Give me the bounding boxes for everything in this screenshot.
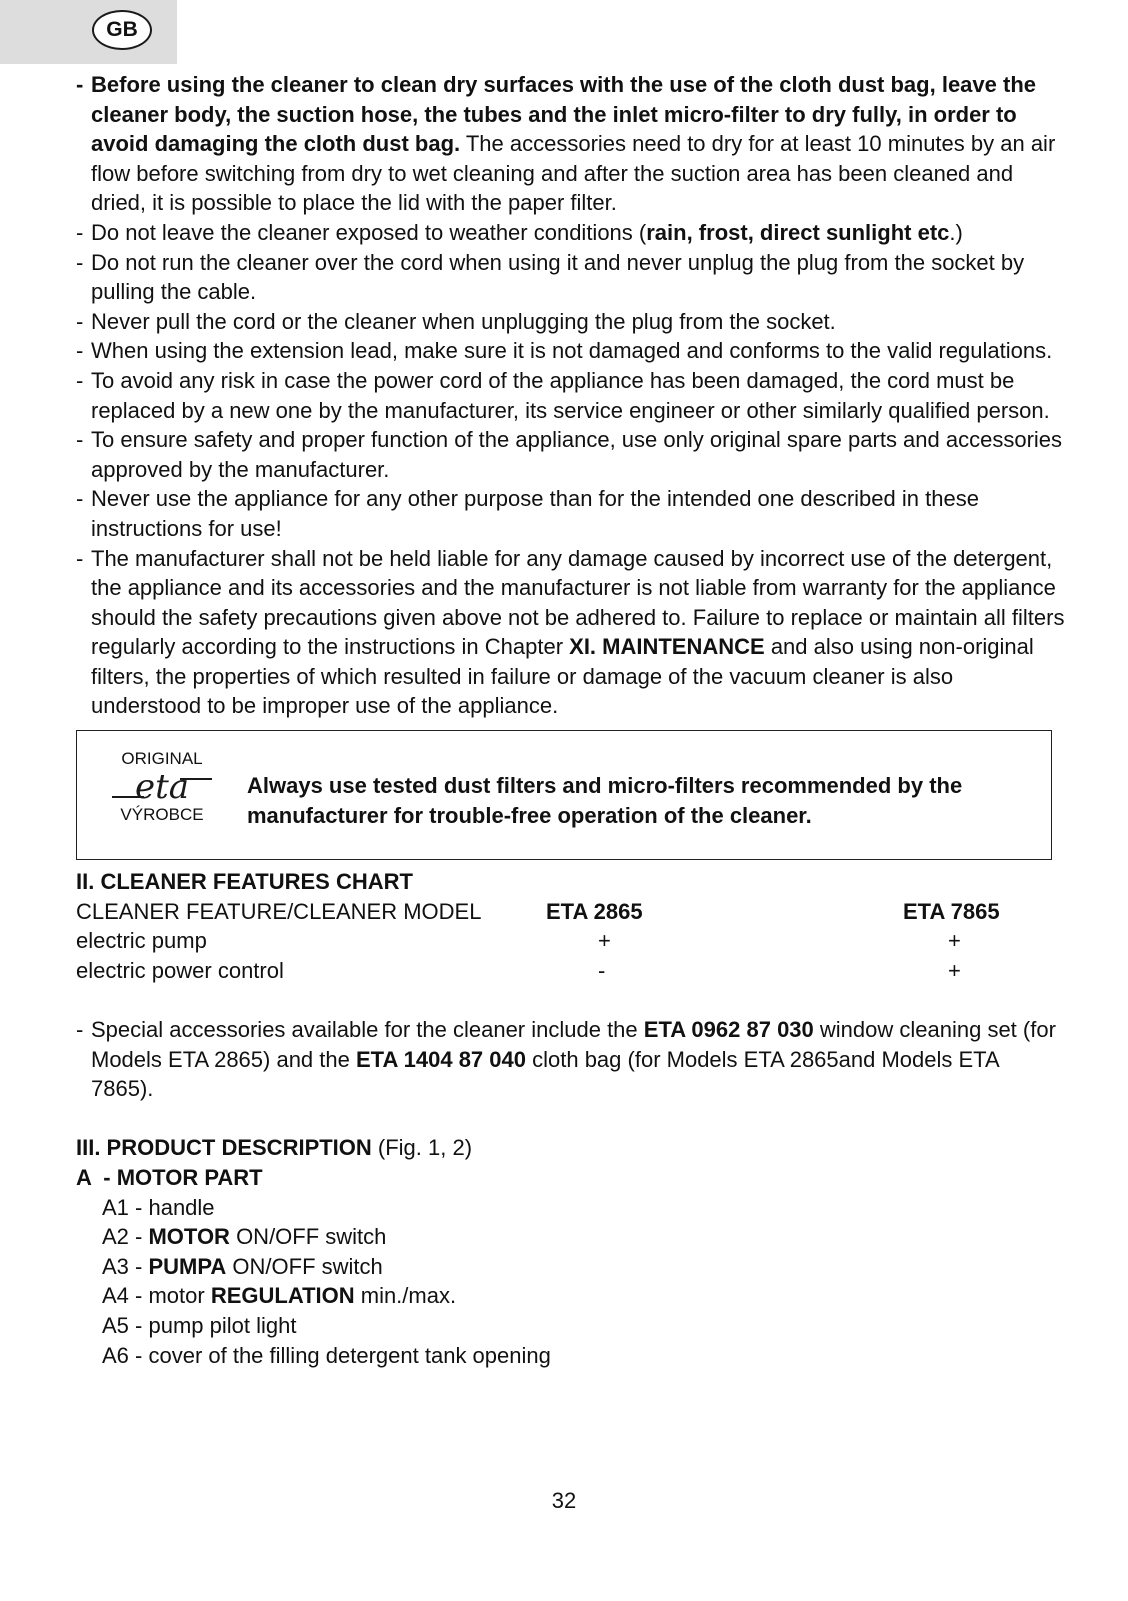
item-text: pump pilot light xyxy=(148,1312,297,1338)
list-item xyxy=(76,1341,1066,1371)
language-tab xyxy=(0,0,177,64)
original-filters-notice xyxy=(76,730,1052,860)
table-cell: - xyxy=(598,957,606,983)
warning-text: .) xyxy=(949,219,963,245)
warning-item: - Never use the appliance for any other purpose than for the intended one described in these instructions for use! xyxy=(76,484,1066,543)
item-bold: REGULATION xyxy=(210,1283,355,1309)
warning-item xyxy=(76,218,1066,248)
table-row xyxy=(76,956,1052,986)
item-text: min./max. xyxy=(354,1283,457,1309)
spacer xyxy=(76,985,1066,1015)
item-code: A1 - xyxy=(102,1194,149,1220)
features-chart-table xyxy=(76,897,1052,986)
list-item xyxy=(76,1311,1066,1341)
item-text: handle xyxy=(148,1194,215,1220)
section-title-rest: (Fig. 1, 2) xyxy=(371,1135,473,1161)
warning-text: and also using non-original filters, the properties of which resulted in failure or damage of the vacuum cleaner is also understood to be improper use of the appliance. xyxy=(91,634,1034,719)
logo-top-text: ORIGINAL xyxy=(121,749,203,769)
motor-part-list xyxy=(76,1193,1066,1371)
logo-word: eta xyxy=(134,771,190,806)
warning-bold: XI. MAINTENANCE xyxy=(569,634,765,660)
logo-bottom-text: VÝROBCE xyxy=(120,805,204,825)
item-text: ON/OFF switch xyxy=(229,1224,387,1250)
table-cell: electric pump xyxy=(76,928,207,954)
table-cell: + xyxy=(948,928,961,954)
warning-item: - Never pull the cord or the cleaner when unplugging the plug from the socket. xyxy=(76,307,1066,337)
product-description-title xyxy=(76,1133,1066,1163)
eta-original-logo xyxy=(107,749,217,825)
spacer xyxy=(76,1104,1066,1134)
warning-bold: rain, frost, direct sunlight etc xyxy=(646,219,950,245)
accessories-item xyxy=(76,1015,1066,1104)
warning-item xyxy=(76,544,1066,722)
eta-logo-icon xyxy=(110,771,214,805)
language-badge: GB xyxy=(92,10,152,50)
table-header-row xyxy=(76,897,1052,927)
safety-warnings-list xyxy=(76,70,1066,721)
table-row xyxy=(76,926,1052,956)
table-header-cell: CLEANER FEATURE/CLEANER MODEL xyxy=(76,898,482,924)
item-code: A4 - motor xyxy=(102,1283,211,1309)
page-number: 32 xyxy=(551,1488,577,1513)
warning-text: The manufacturer shall not be held liable for any damage caused by incorrect use of the detergent, the appliance and its accessories and the manufacturer is not liable from warranty for the appliance should the safety precautions given above not be adhered to. Failure to replace or maintain all filters regularly according to the instructions in Chapter xyxy=(91,545,1065,660)
warning-item xyxy=(76,70,1066,218)
accessory-code: ETA 1404 87 040 xyxy=(355,1046,526,1072)
motor-part-subtitle: A - MOTOR PART xyxy=(76,1165,263,1190)
table-header-cell: ETA 2865 xyxy=(546,898,643,924)
table-cell: + xyxy=(598,928,611,954)
list-item xyxy=(76,1193,1066,1223)
item-text: cover of the filling detergent tank opening xyxy=(148,1342,551,1368)
features-chart-title: II. CLEANER FEATURES CHART xyxy=(76,869,413,895)
list-item xyxy=(76,1222,1066,1252)
accessory-code: ETA 0962 87 030 xyxy=(643,1017,814,1043)
item-code: A6 - xyxy=(102,1342,149,1368)
item-code: A2 - xyxy=(102,1224,149,1250)
table-cell: + xyxy=(948,957,961,983)
notice-text: Always use tested dust filters and micro-filters recommended by the manufacturer for trouble-free operation of the cleaner. xyxy=(247,773,963,828)
accessories-text: window cleaning set (for Models ETA 2865) and the xyxy=(91,1017,1056,1072)
list-item xyxy=(76,1252,1066,1282)
warning-text: The accessories need to dry for at least 10 minutes by an air flow before switching from dry to wet cleaning and after the suction area has been cleaned and dried, it is possible to place the lid with the paper filter. xyxy=(91,131,1056,216)
warning-bold-lead: Before using the cleaner to clean dry surfaces with the use of the cloth dust bag, leave the cleaner body, the suction hose, the tubes and the inlet micro-filter to dry fully, in order to avoid damaging the cloth dust bag. xyxy=(91,72,1037,157)
warning-text: Do not leave the cleaner exposed to weather conditions ( xyxy=(91,219,647,245)
warning-item: - To avoid any risk in case the power cord of the appliance has been damaged, the cord must be replaced by a new one by the manufacturer, its service engineer or other similarly qualified person. xyxy=(76,366,1066,425)
section-title-bold: III. PRODUCT DESCRIPTION xyxy=(76,1135,372,1161)
accessories-list xyxy=(76,1015,1066,1104)
accessories-text: Special accessories available for the cleaner include the xyxy=(91,1017,644,1043)
list-item xyxy=(76,1281,1066,1311)
accessories-text: cloth bag (for Models ETA 2865and Models ETA 7865). xyxy=(91,1046,999,1102)
item-bold: MOTOR xyxy=(148,1224,230,1250)
warning-item: - Do not run the cleaner over the cord when using it and never unplug the plug from the socket by pulling the cable. xyxy=(76,248,1066,307)
warning-item: - When using the extension lead, make sure it is not damaged and conforms to the valid regulations. xyxy=(76,336,1066,366)
table-header-cell: ETA 7865 xyxy=(903,898,1000,924)
page-content xyxy=(76,70,1066,1370)
item-text: ON/OFF switch xyxy=(226,1253,383,1279)
item-bold: PUMPA xyxy=(148,1253,227,1279)
item-code: A3 - xyxy=(102,1253,149,1279)
warning-item: - To ensure safety and proper function of the appliance, use only original spare parts and accessories approved by the manufacturer. xyxy=(76,425,1066,484)
table-cell: electric power control xyxy=(76,957,284,983)
item-code: A5 - xyxy=(102,1312,149,1338)
